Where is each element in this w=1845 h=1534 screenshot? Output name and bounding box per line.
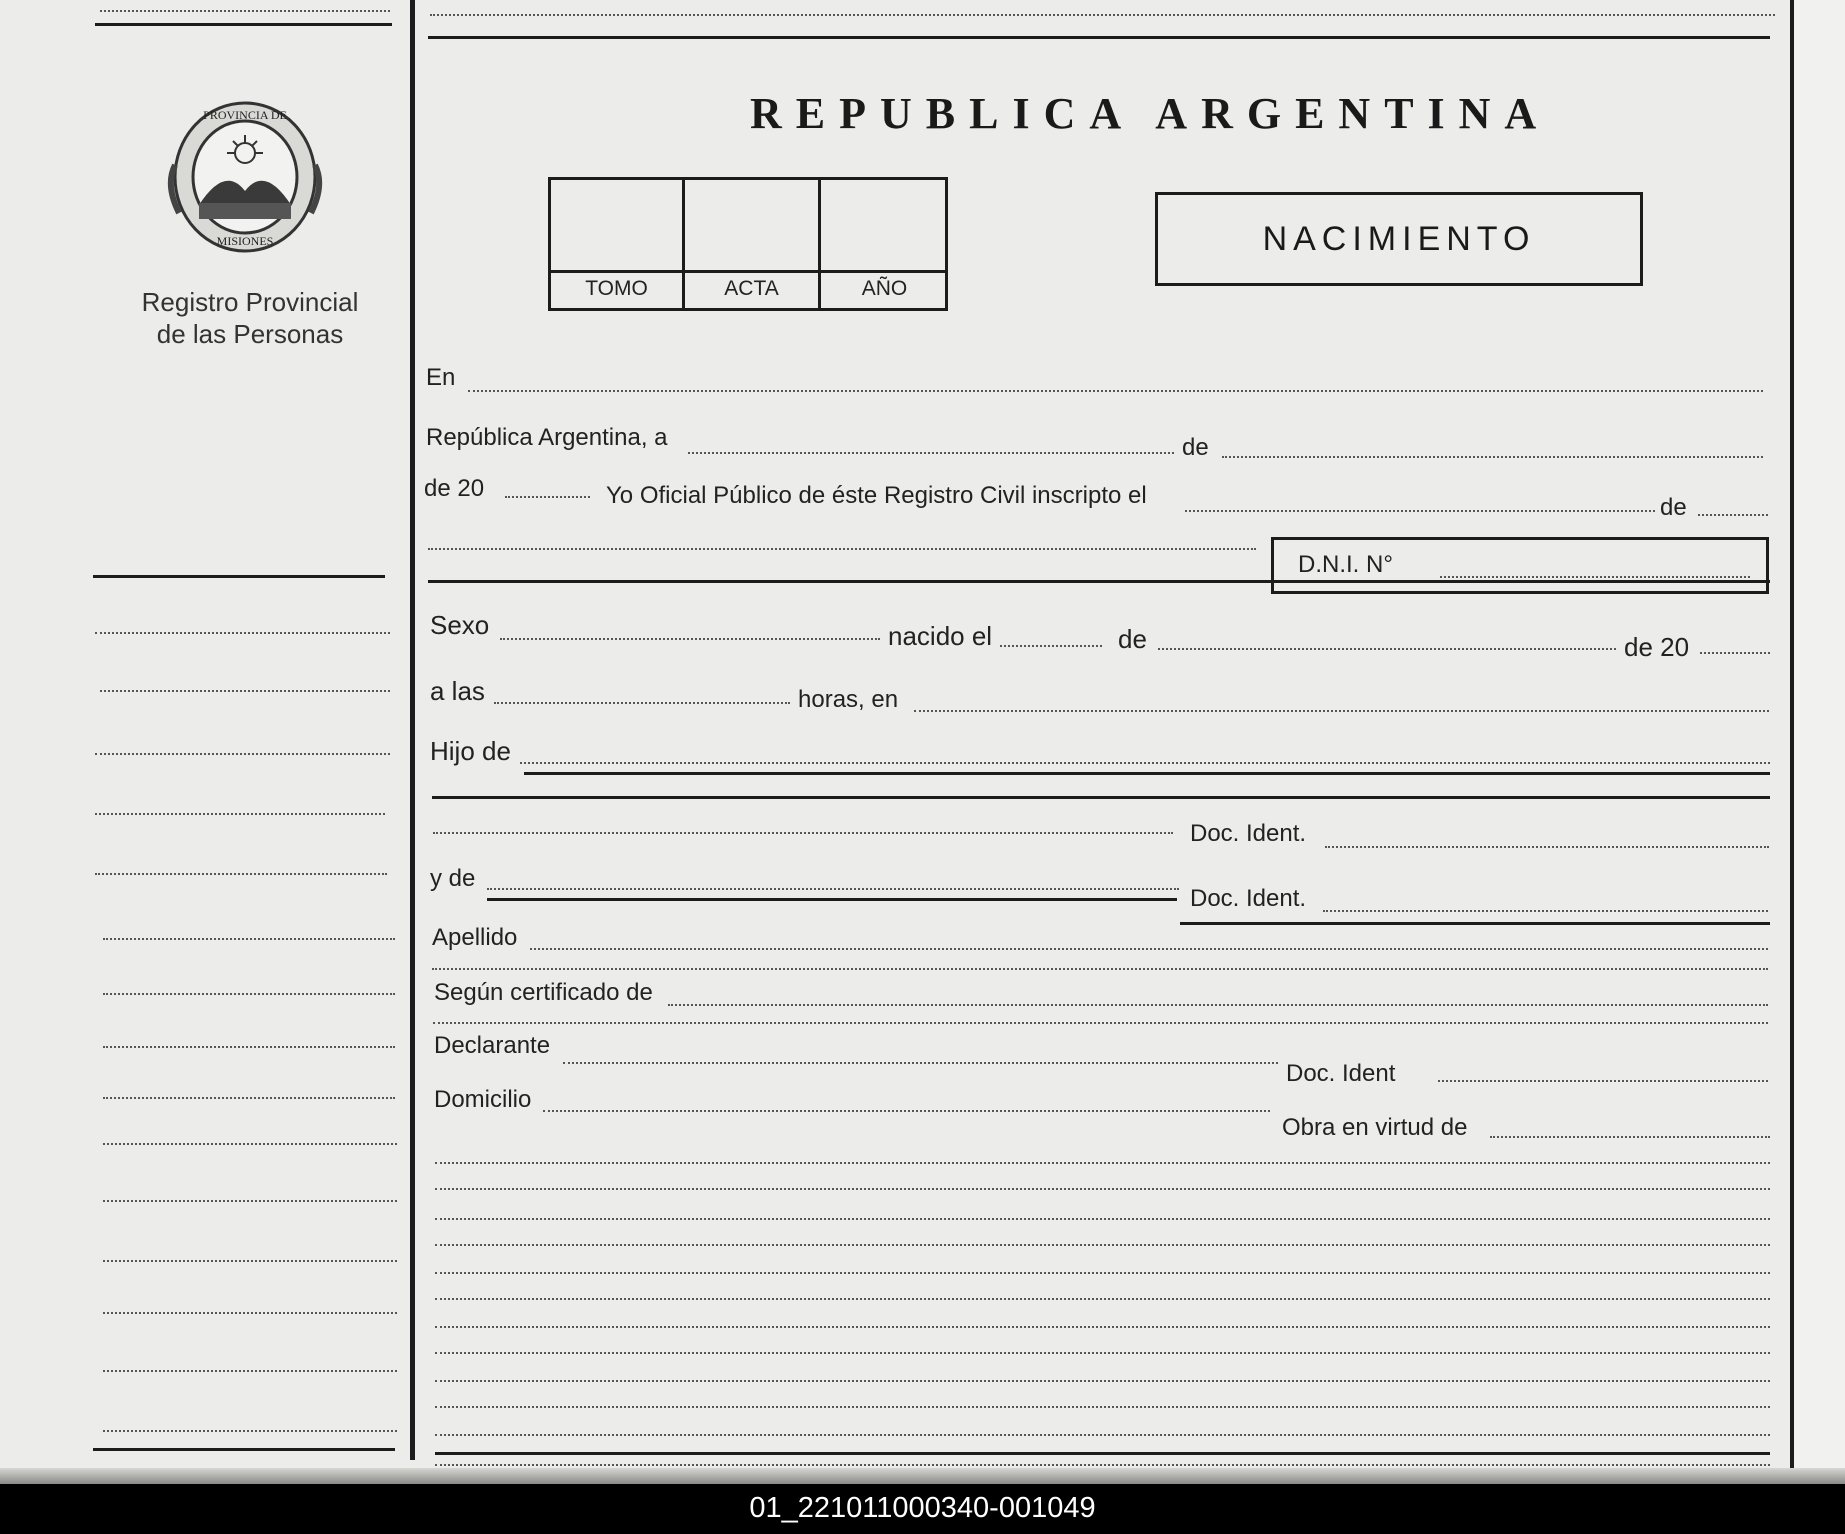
obra-en-virtud-label: Obra en virtud de xyxy=(1282,1114,1468,1141)
left-dotted-line xyxy=(103,1312,397,1314)
left-dotted-line xyxy=(95,873,387,875)
de-label: de xyxy=(1182,434,1209,461)
registry-name xyxy=(100,286,400,350)
left-dotted-line xyxy=(95,632,390,634)
mother-doc-field[interactable] xyxy=(1323,910,1768,912)
dni-label: D.N.I. N° xyxy=(1298,551,1393,578)
bottom-rule xyxy=(435,1452,1770,1455)
father-continuation-field[interactable] xyxy=(433,832,1173,834)
doc-ident-label: Doc. Ident. xyxy=(1190,885,1307,912)
notes-line[interactable] xyxy=(435,1352,1770,1354)
seal-bottom-text: MISIONES xyxy=(216,234,274,248)
en-label: En xyxy=(426,364,456,391)
mother-field[interactable] xyxy=(487,888,1179,890)
year-prefix-label: de 20 xyxy=(424,475,485,502)
left-top-dotted-line xyxy=(100,10,390,12)
declarante-label: Declarante xyxy=(434,1032,551,1059)
father-field[interactable] xyxy=(520,762,1770,764)
section-rule xyxy=(487,898,1177,901)
father-doc-field[interactable] xyxy=(1325,846,1769,848)
certificado-field[interactable] xyxy=(668,1004,1768,1006)
scan-footer xyxy=(0,1484,1845,1534)
registry-name-line-2: de las Personas xyxy=(156,319,344,349)
birthplace-field[interactable] xyxy=(914,710,1769,712)
inscripto-continuation-field[interactable] xyxy=(428,548,1256,550)
left-bottom-rule xyxy=(93,1448,395,1451)
page-bottom-shadow xyxy=(0,1468,1845,1484)
notes-line[interactable] xyxy=(435,1298,1770,1300)
form-type-box: NACIMIENTO xyxy=(1155,192,1643,286)
month-field[interactable] xyxy=(1222,456,1763,458)
day-field[interactable] xyxy=(688,452,1174,454)
acta-label: ACTA xyxy=(724,277,779,300)
top-rule xyxy=(428,36,1770,39)
dni-field[interactable] xyxy=(1440,576,1750,578)
left-dotted-line xyxy=(103,1143,397,1145)
notes-line[interactable] xyxy=(435,1326,1770,1328)
apellido-label: Apellido xyxy=(432,924,518,951)
left-dotted-line xyxy=(103,938,395,940)
left-dotted-line xyxy=(103,1200,397,1202)
apellido-field[interactable] xyxy=(530,948,1768,950)
year-field[interactable] xyxy=(505,496,590,498)
sexo-label: Sexo xyxy=(430,610,490,640)
left-dotted-line xyxy=(95,753,390,755)
notes-line[interactable] xyxy=(435,1218,1770,1220)
birth-day-field[interactable] xyxy=(1000,645,1102,647)
left-dotted-line xyxy=(103,1430,397,1432)
seal-top-text: PROVINCIA DE xyxy=(203,108,287,122)
birth-month-field[interactable] xyxy=(1158,648,1616,650)
notes-line[interactable] xyxy=(435,1406,1770,1408)
section-rule xyxy=(428,580,1770,583)
obra-field[interactable] xyxy=(1490,1136,1770,1138)
left-dotted-line xyxy=(103,1046,395,1048)
left-dotted-line xyxy=(95,813,385,815)
left-dotted-line xyxy=(100,690,390,692)
inscripto-month-field[interactable] xyxy=(1698,514,1768,516)
horas-en-label: horas, en xyxy=(798,686,899,713)
top-dotted-line xyxy=(430,14,1775,16)
nacido-label: nacido el xyxy=(888,621,993,651)
doc-ident-label: Doc. Ident xyxy=(1286,1060,1396,1087)
a-las-label: a las xyxy=(430,676,485,706)
republica-label: República Argentina, a xyxy=(426,424,668,451)
segun-certificado-label: Según certificado de xyxy=(434,979,653,1006)
declarante-doc-field[interactable] xyxy=(1438,1080,1768,1082)
certificado-continuation-field[interactable] xyxy=(433,1022,1768,1024)
inscripto-field[interactable] xyxy=(1185,510,1655,512)
anio-label: AÑO xyxy=(861,277,908,300)
y-de-label: y de xyxy=(430,865,476,892)
left-dotted-line xyxy=(103,1260,397,1262)
left-dotted-line xyxy=(103,1370,397,1372)
provincial-seal-icon xyxy=(165,95,325,265)
de-20-label: de 20 xyxy=(1624,632,1690,662)
notes-line[interactable] xyxy=(435,1272,1770,1274)
de-label: de xyxy=(1660,494,1687,521)
section-rule xyxy=(432,796,1770,799)
right-frame-line xyxy=(1790,0,1794,1484)
notes-line[interactable] xyxy=(435,1162,1770,1164)
left-mid-rule xyxy=(93,575,385,578)
grid-label-row xyxy=(551,270,945,273)
birth-year-field[interactable] xyxy=(1700,652,1770,654)
domicilio-label: Domicilio xyxy=(434,1086,532,1113)
notes-line[interactable] xyxy=(435,1188,1770,1190)
apellido-continuation-field[interactable] xyxy=(432,968,1768,970)
notes-line[interactable] xyxy=(435,1434,1770,1436)
de-label: de xyxy=(1118,624,1147,654)
center-divider xyxy=(410,0,415,1460)
scan-id: 01_221011000340-001049 xyxy=(749,1492,1096,1524)
tomo-label: TOMO xyxy=(585,277,648,300)
declarante-field[interactable] xyxy=(563,1062,1278,1064)
doc-ident-label: Doc. Ident. xyxy=(1190,820,1307,847)
section-rule xyxy=(524,772,1770,775)
sexo-field[interactable] xyxy=(500,638,880,640)
registry-name-line-1: Registro Provincial xyxy=(141,287,359,317)
domicilio-field[interactable] xyxy=(543,1110,1270,1112)
section-rule xyxy=(1180,922,1770,925)
notes-line[interactable] xyxy=(435,1464,1770,1466)
notes-line[interactable] xyxy=(435,1244,1770,1246)
registry-grid xyxy=(548,177,948,311)
page-edge xyxy=(1792,0,1845,1484)
left-top-rule xyxy=(95,23,392,26)
en-field[interactable] xyxy=(468,390,1763,392)
oficial-label: Yo Oficial Público de éste Registro Civil inscripto el xyxy=(606,482,1147,509)
page-title: REPUBLICA ARGENTINA xyxy=(750,89,1551,138)
hijo-de-label: Hijo de xyxy=(430,736,511,766)
notes-line[interactable] xyxy=(435,1380,1770,1382)
left-dotted-line xyxy=(103,1097,395,1099)
left-dotted-line xyxy=(103,993,395,995)
hour-field[interactable] xyxy=(494,702,790,704)
